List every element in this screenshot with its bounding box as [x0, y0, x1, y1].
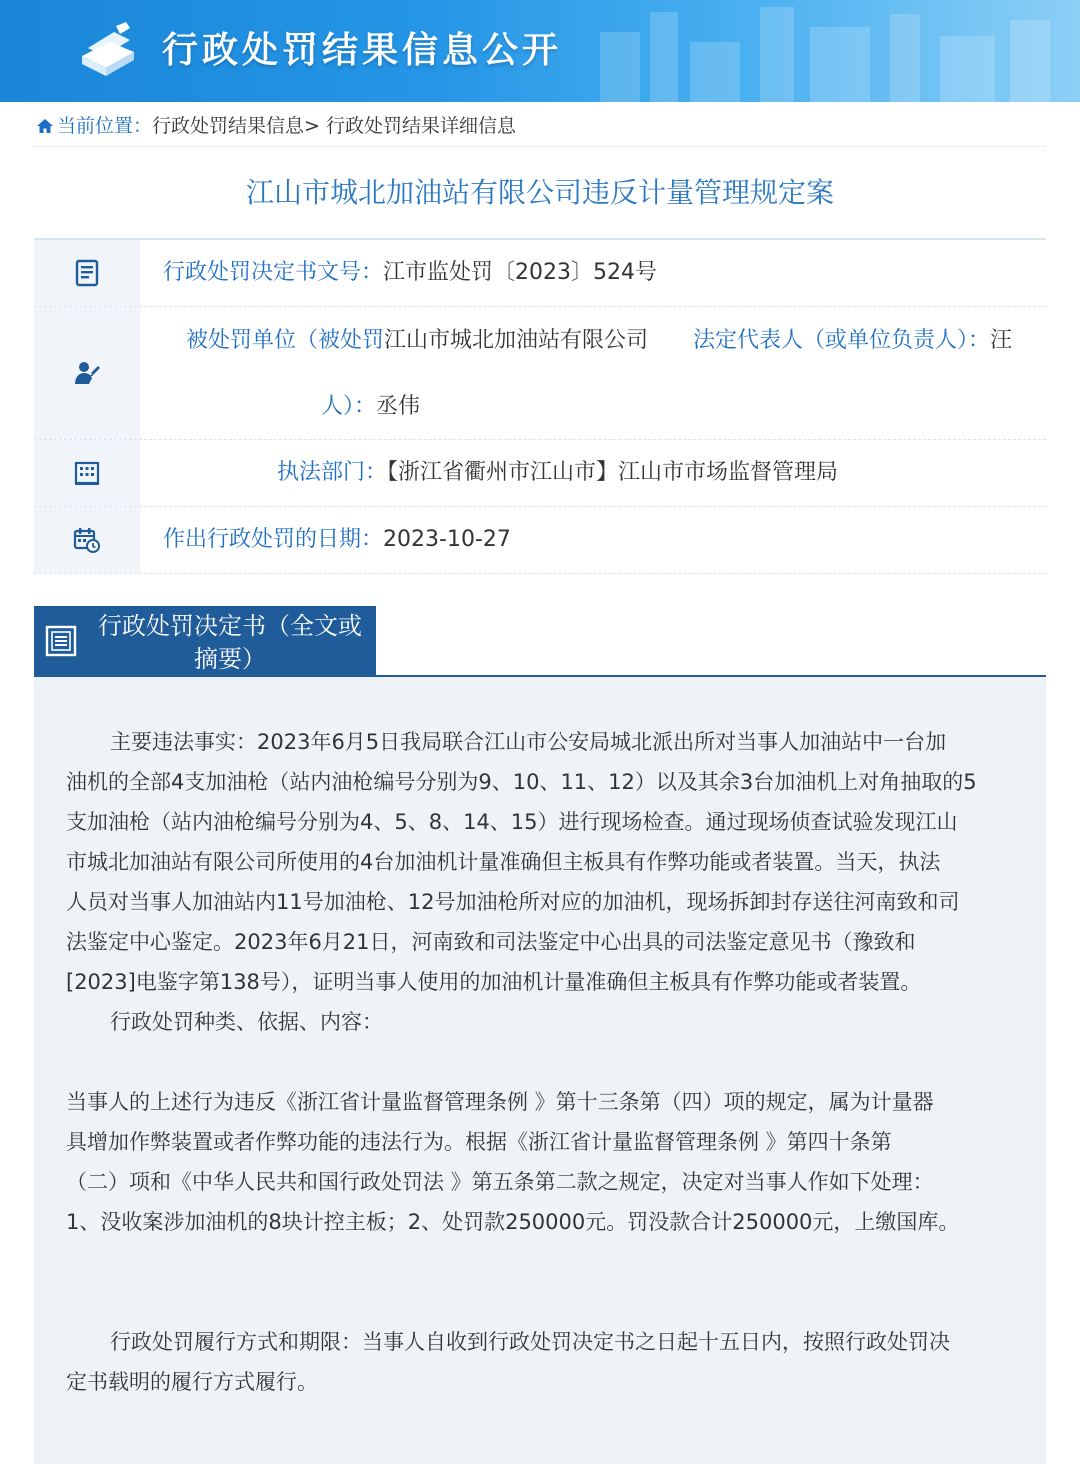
text-line: 法鉴定中心鉴定。2023年6月21日，河南致和司法鉴定中心出具的司法鉴定意见书（豫致和 [66, 930, 916, 954]
breadcrumb-path[interactable]: 行政处罚结果信息> 行政处罚结果详细信息 [152, 115, 516, 137]
breadcrumb [36, 112, 516, 140]
document-list-icon [73, 259, 101, 287]
section-title: 行政处罚决定书（全文或摘要） [98, 612, 362, 673]
skyline-decoration [600, 32, 640, 102]
paragraph-facts [66, 722, 1026, 1002]
text-line: 支加油枪（站内油枪编号分别为4、5、8、14、15）进行现场检查。通过现场侦查试验发现江山 [66, 810, 958, 834]
paragraph-performance [66, 1322, 1026, 1402]
text-line: 行政处罚履行方式和期限：当事人自收到行政处罚决定书之日起十五日内，按照行政处罚决 [110, 1330, 950, 1354]
building-icon [73, 459, 101, 487]
text-line: [2023]电鉴字第138号），证明当事人使用的加油机计量准确但主板具有作弊功能或者装置。 [66, 970, 922, 994]
decision-no-label: 行政处罚决定书文号： [163, 260, 384, 285]
skyline-decoration [690, 42, 740, 102]
decision-no-value: 江市监处罚〔2023〕524号 [383, 260, 657, 285]
divider [34, 146, 1046, 147]
skyline-decoration [1010, 20, 1050, 102]
text-line: 行政处罚种类、依据、内容： [110, 1010, 383, 1034]
person-icon [73, 359, 101, 387]
paragraph-penalty [66, 1082, 1026, 1242]
party-value: 江山市城北加油站有限公司 [384, 328, 649, 353]
department-value: 【浙江省衢州市江山市】江山市市场监督管理局 [387, 460, 839, 485]
paragraph-heading-penalty [66, 1002, 1026, 1042]
party-label: 被处罚单位（被处罚 [186, 328, 385, 353]
legal-rep-value-part1: 汪 [990, 328, 1013, 353]
legal-rep-label: 法定代表人（或单位负责人）： [693, 328, 991, 353]
skyline-decoration [940, 36, 995, 102]
info-row-decision-no [34, 240, 1046, 307]
text-line: 定书载明的履行方式履行。 [66, 1370, 318, 1394]
skyline-decoration [760, 7, 794, 102]
banner-title: 行政处罚结果信息公开 [162, 30, 563, 71]
breadcrumb-label: 当前位置： [57, 115, 153, 137]
text-line: 具增加作弊装置或者作弊功能的违法行为。根据《浙江省计量监督管理条例 》第四十条第 [66, 1130, 892, 1154]
text-line: 人员对当事人加油站内11号加油枪、12号加油枪所对应的加油机，现场拆卸封存送往河南致和司 [66, 890, 960, 914]
book-icon [76, 18, 140, 80]
info-row-date [34, 507, 1046, 574]
skyline-decoration [810, 27, 870, 102]
skyline-decoration [650, 12, 678, 102]
legal-rep-value-part2: 丞伟 [376, 394, 421, 419]
text-line: 油机的全部4支加油枪（站内油枪编号分别为9、10、11、12）以及其余3台加油机上对角抽取的5 [66, 770, 977, 794]
case-title: 江山市城北加油站有限公司违反计量管理规定案 [245, 176, 834, 209]
party-label-continued: 人）： [321, 394, 377, 419]
text-line: 1、没收案涉加油机的8块计控主板；2、处罚款250000元。罚没款合计250000元，上缴国库。 [66, 1210, 960, 1234]
text-line: 市城北加油站有限公司所使用的4台加油机计量准确但主板具有作弊功能或者装置。当天，执法 [66, 850, 941, 874]
skyline-decoration [890, 14, 920, 102]
section-heading [34, 606, 376, 676]
date-label: 作出行政处罚的日期： [163, 527, 384, 552]
header-banner [0, 0, 1080, 102]
text-line: （二）项和《中华人民共和国行政处罚法 》第五条第二款之规定，决定对当事人作如下处理： [66, 1170, 934, 1194]
text-line: 当事人的上述行为违反《浙江省计量监督管理条例 》第十三条第（四）项的规定，属为计量器 [66, 1090, 934, 1114]
calendar-clock-icon [73, 526, 101, 554]
home-icon [36, 117, 54, 135]
text-line: 主要违法事实：2023年6月5日我局联合江山市公安局城北派出所对当事人加油站中一台加 [110, 730, 947, 754]
info-row-department [34, 440, 1046, 507]
info-row-party [34, 307, 1046, 440]
document-icon [44, 624, 78, 658]
date-value: 2023-10-27 [383, 527, 511, 552]
department-label: 执法部门： [277, 460, 388, 485]
